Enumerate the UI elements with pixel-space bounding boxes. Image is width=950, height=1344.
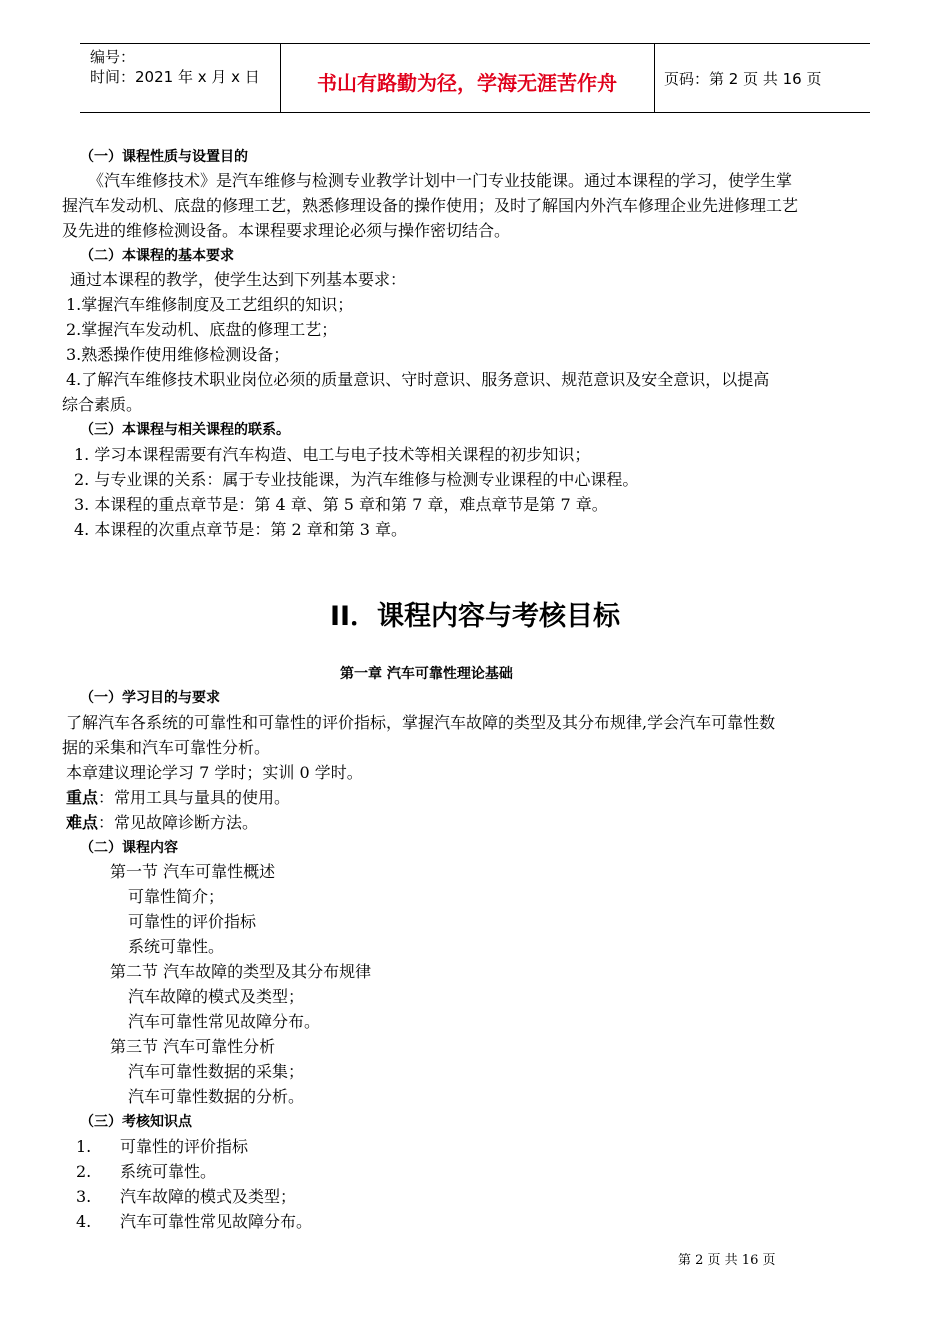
content-item: 汽车故障的模式及类型； xyxy=(128,987,305,1006)
exam-point-text: 汽车可靠性常见故障分布。 xyxy=(120,1212,313,1231)
paragraph-line: 通过本课程的教学，使学生达到下列基本要求： xyxy=(70,270,407,289)
section-heading: （三）考核知识点 xyxy=(80,1114,192,1130)
difficult-point-line xyxy=(66,813,258,833)
exam-point-number: 3. xyxy=(76,1187,92,1206)
content-item: 汽车可靠性常见故障分布。 xyxy=(128,1012,321,1031)
section-heading: （一）学习目的与要求 xyxy=(80,690,220,706)
section-heading: （一）课程性质与设置目的 xyxy=(80,149,248,165)
header-page-cell xyxy=(654,44,870,112)
exam-point-number: 1. xyxy=(76,1137,92,1156)
document-number-label: 编号： xyxy=(90,48,136,66)
key-point-label: 重点 xyxy=(66,788,99,807)
hours-text: 本章建议理论学习 7 学时；实训 0 学时。 xyxy=(66,763,363,782)
list-item: 3. 本课程的重点章节是：第 4 章、第 5 章和第 7 章，难点章节是第 7 章。 xyxy=(74,495,608,514)
content-item: 汽车可靠性数据的分析。 xyxy=(128,1087,305,1106)
page-footer: 第 2 页 共 16 页 xyxy=(678,1253,776,1268)
motto-text: 书山有路勤为径，学海无涯苦作舟 xyxy=(317,71,617,95)
list-item: 2.掌握汽车发动机、底盘的修理工艺； xyxy=(66,320,338,339)
section-heading: （三）本课程与相关课程的联系。 xyxy=(80,422,290,438)
list-item: 1. 学习本课程需要有汽车构造、电工与电子技术等相关课程的初步知识； xyxy=(74,445,591,464)
difficult-point-label: 难点 xyxy=(66,813,99,832)
section-heading: （二）课程内容 xyxy=(80,840,178,856)
exam-point-text: 可靠性的评价指标 xyxy=(120,1137,249,1156)
section-heading: （二）本课程的基本要求 xyxy=(80,248,234,264)
exam-point-number: 2. xyxy=(76,1162,92,1181)
list-item: 1.掌握汽车维修制度及工艺组织的知识； xyxy=(66,295,354,314)
list-item: 3.熟悉操作使用维修检测设备； xyxy=(66,345,290,364)
chapter-title: 第一章 汽车可靠性理论基础 xyxy=(340,666,513,682)
subsection-title: 第二节 汽车故障的类型及其分布规律 xyxy=(110,962,372,981)
subsection-title: 第一节 汽车可靠性概述 xyxy=(110,862,276,881)
content-item: 汽车可靠性数据的采集； xyxy=(128,1062,305,1081)
content-item: 可靠性简介； xyxy=(128,887,225,906)
page-info: 页码：第 2 页 共 16 页 xyxy=(664,70,822,88)
page-header xyxy=(80,43,870,113)
exam-point-number: 4. xyxy=(76,1212,92,1231)
list-item-continuation: 综合素质。 xyxy=(62,395,143,414)
subsection-title: 第三节 汽车可靠性分析 xyxy=(110,1037,276,1056)
exam-point-text: 汽车故障的模式及类型； xyxy=(120,1187,297,1206)
paragraph-line: 及先进的维修检测设备。本课程要求理论必须与操作密切结合。 xyxy=(62,221,511,240)
difficult-point-text: ：常见故障诊断方法。 xyxy=(98,813,259,832)
list-item: 4. 本课程的次重点章节是：第 2 章和第 3 章。 xyxy=(74,520,408,539)
header-motto-cell xyxy=(280,44,655,112)
list-item: 2. 与专业课的关系：属于专业技能课，为汽车维修与检测专业课程的中心课程。 xyxy=(74,470,639,489)
paragraph-line: 握汽车发动机、底盘的修理工艺，熟悉修理设备的操作使用；及时了解国内外汽车修理企业先进修理工艺 xyxy=(62,196,799,215)
paragraph-line: 《汽车维修技术》是汽车维修与检测专业教学计划中一门专业技能课。通过本课程的学习，使学生掌 xyxy=(88,171,793,190)
key-point-text: ：常用工具与量具的使用。 xyxy=(98,788,291,807)
key-point-line xyxy=(66,788,290,808)
list-item: 4.了解汽车维修技术职业岗位必须的质量意识、守时意识、服务意识、规范意识及安全意识，以提高 xyxy=(66,370,770,389)
part-title: II．课程内容与考核目标 xyxy=(329,601,621,632)
content-item: 系统可靠性。 xyxy=(128,937,225,956)
header-info-cell xyxy=(80,44,281,112)
paragraph-line: 了解汽车各系统的可靠性和可靠性的评价指标，掌握汽车故障的类型及其分布规律,学会汽车可靠性数 xyxy=(66,713,776,732)
document-time-label: 时间：2021 年 x 月 x 日 xyxy=(90,68,260,86)
exam-point-text: 系统可靠性。 xyxy=(120,1162,217,1181)
paragraph-line: 据的采集和汽车可靠性分析。 xyxy=(62,738,271,757)
content-item: 可靠性的评价指标 xyxy=(128,912,257,931)
